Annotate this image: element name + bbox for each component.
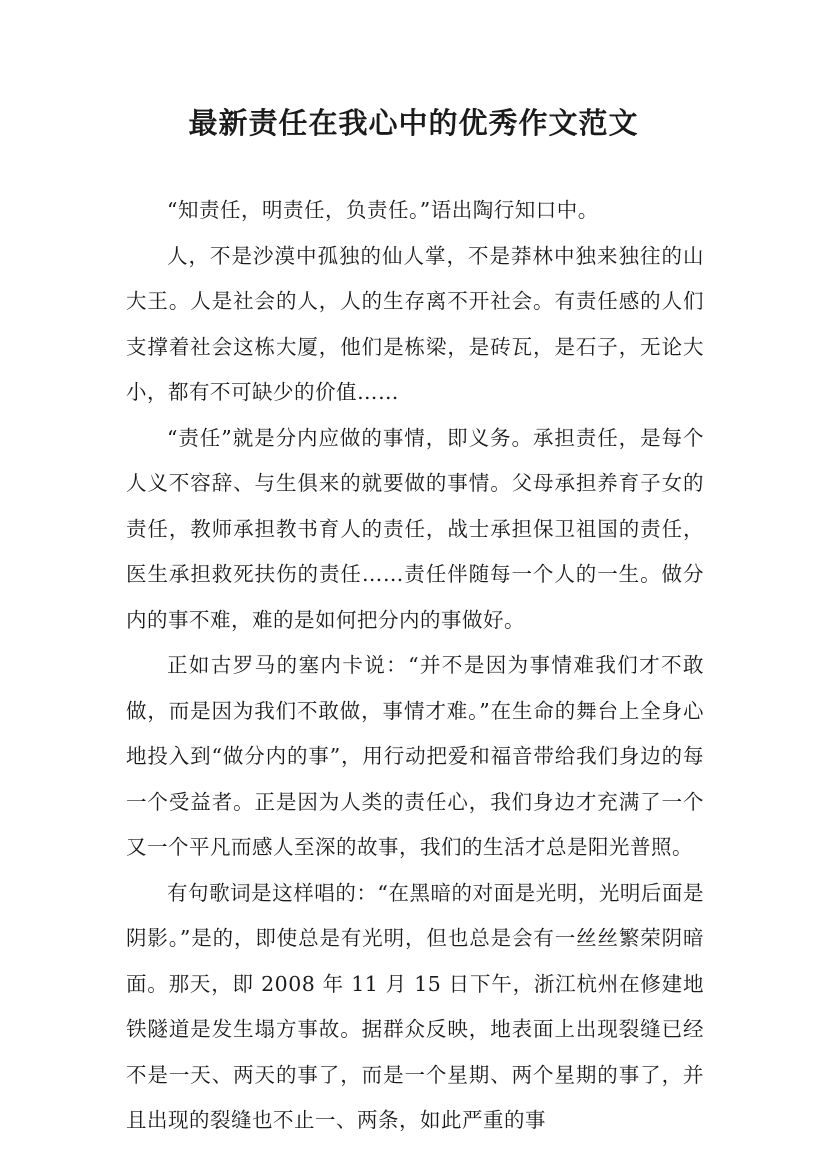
paragraph-4: 正如古罗马的塞内卡说：“并不是因为事情难我们才不敢做，而是因为我们不敢做，事情才难。”在生命的舞台上全身心地投入到“做分内的事”，用行动把爱和福音带给我们身边的每一个受益者。正是因为人类的责任心，我们身边才充满了一个又一个平凡而感人至深的故事，我们的生活才总是阳光普照。	[126, 653, 704, 859]
document-title: 最新责任在我心中的优秀作文范文	[188, 106, 639, 140]
paragraph-2: 人，不是沙漠中孤独的仙人掌，不是莽林中独来独往的山大王。人是社会的人，人的生存离不开社会。有责任感的人们支撑着社会这栋大厦，他们是栋梁，是砖瓦，是石子，无论大小，都有不可缺少的价值……	[126, 243, 704, 404]
document-body	[126, 188, 704, 1144]
paragraph-3: “责任”就是分内应做的事情，即义务。承担责任，是每个人义不容辞、与生俱来的就要做的事情。父母承担养育子女的责任，教师承担教书育人的责任，战士承担保卫祖国的责任，医生承担救死扶伤的责任……责任伴随每一个人的一生。做分内的事不难，难的是如何把分内的事做好。	[126, 425, 704, 632]
paragraph-5: 有句歌词是这样唱的：“在黑暗的对面是光明，光明后面是阴影。”是的，即使总是有光明，但也总是会有一丝丝繁荣阴暗面。那天，即 2008 年 11 月 15 日下午，浙江杭州在修建地铁隧道是发生塌方事故。据群众反映，地表面上出现裂缝已经不是一天、两天的事了，而是一个星期、两个星期的事了，并且出现的裂缝也不止一、两条，如此严重的事	[126, 880, 704, 1132]
paragraph-1: “知责任，明责任，负责任。”语出陶行知口中。	[167, 198, 599, 222]
